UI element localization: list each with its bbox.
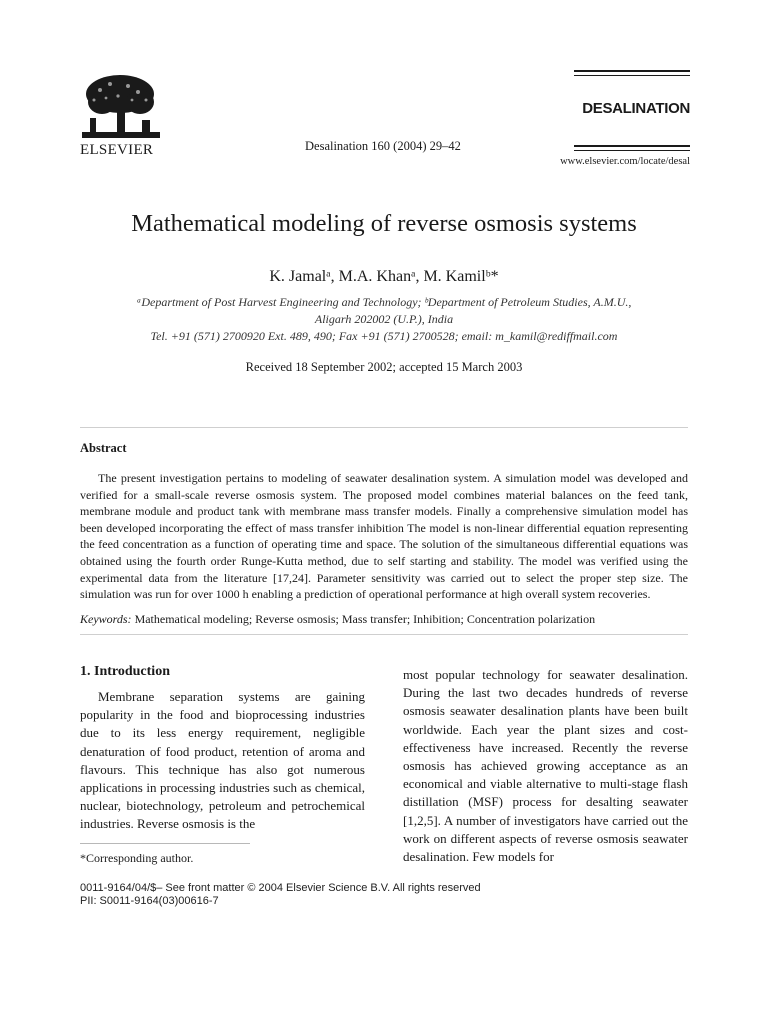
elsevier-tree-logo-icon xyxy=(80,72,162,142)
abstract-body: The present investigation pertains to modeling of seawater desalination system. A simulation model was developed and verified for a small-scale reverse osmosis system. The proposed model combines material balances on the feed tank, membrane module and product tank with membrane mass transfer models. Finally a comprehensive simulation model has been developed incorporating the effect of mass transfer inhibition The model is non-linear differential equation representing the feed concentration as a function of operating time and space. The solution of the simultaneous differential equations was obtained using the fourth order Runge-Kutta method, due to self starting and stability. The model was verified using the experimental data from the literature [17,24]. Parameter sensitivity was carried out to select the proper step size. The simulation was run for over 1000 h enabling a prediction of operational performance at high overall system recoveries. xyxy=(80,471,688,602)
divider xyxy=(80,634,688,635)
article-title: Mathematical modeling of reverse osmosis systems xyxy=(131,210,637,237)
keywords-text: Mathematical modeling; Reverse osmosis; Mass transfer; Inhibition; Concentration polarization xyxy=(134,612,596,626)
copyright-line: 0011-9164/04/$– See front matter © 2004 Elsevier Science B.V. All rights reserved xyxy=(80,882,481,894)
journal-rule-bottom-thin xyxy=(574,150,690,151)
introduction-right-column: most popular technology for seawater desalination. During the last two decades hundreds of reverse osmosis seawater desalination plants have been built worldwide. Each year the plant sizes and cost-effectiveness have increased. Recently the reverse osmosis has achieved growing acceptance as an economical and viable alternative to multi-stage flash distillation (MSF) process for desalting seawater [1,2,5]. A number of investigators have carried out the work on different aspects of reverse osmosis seawater desalination. Few models for xyxy=(403,667,688,865)
footnote-rule xyxy=(80,843,250,844)
divider xyxy=(80,427,688,428)
keywords-label: Keywords: xyxy=(80,612,132,626)
journal-name: DESALINATION xyxy=(582,100,690,117)
journal-rule-bottom xyxy=(574,145,690,147)
journal-rule-top-thin xyxy=(574,75,690,76)
front-matter xyxy=(80,882,481,908)
abstract-heading: Abstract xyxy=(80,441,127,455)
introduction-left-column: Membrane separation systems are gaining popularity in the food and bioprocessing industries due to its less energy requirement, negligible denaturation of food product, retention of aroma and flavours. This technique has also got numerous applications in processing industries such as chemical, nuclear, biotechnology, petroleum and petrochemical industries. Reverse osmosis is the xyxy=(80,689,365,832)
received-dates: Received 18 September 2002; accepted 15 March 2003 xyxy=(245,360,523,374)
journal-url: www.elsevier.com/locate/desal xyxy=(560,156,690,167)
contact-line: Tel. +91 (571) 2700920 Ext. 489, 490; Fax +91 (571) 2700528; email: m_kamil@rediffmail.com xyxy=(150,329,618,343)
keywords xyxy=(80,612,688,627)
journal-citation: Desalination 160 (2004) 29–42 xyxy=(305,139,461,153)
journal-rule-top xyxy=(574,70,690,72)
affiliation-line-2: Aligarh 202002 (U.P.), India xyxy=(314,312,454,326)
pii-line: PII: S0011-9164(03)00616-7 xyxy=(80,895,219,907)
corresponding-author-footnote: *Corresponding author. xyxy=(80,851,194,865)
author-list: K. Jamalᵃ, M.A. Khanᵃ, M. Kamilᵇ* xyxy=(269,268,499,285)
publisher-name: ELSEVIER xyxy=(80,142,154,158)
section-heading-introduction: 1. Introduction xyxy=(80,664,170,679)
affiliation-line-1: ᵃDepartment of Post Harvest Engineering and Technology; ᵇDepartment of Petroleum Studies, A.M.U., xyxy=(136,295,632,309)
